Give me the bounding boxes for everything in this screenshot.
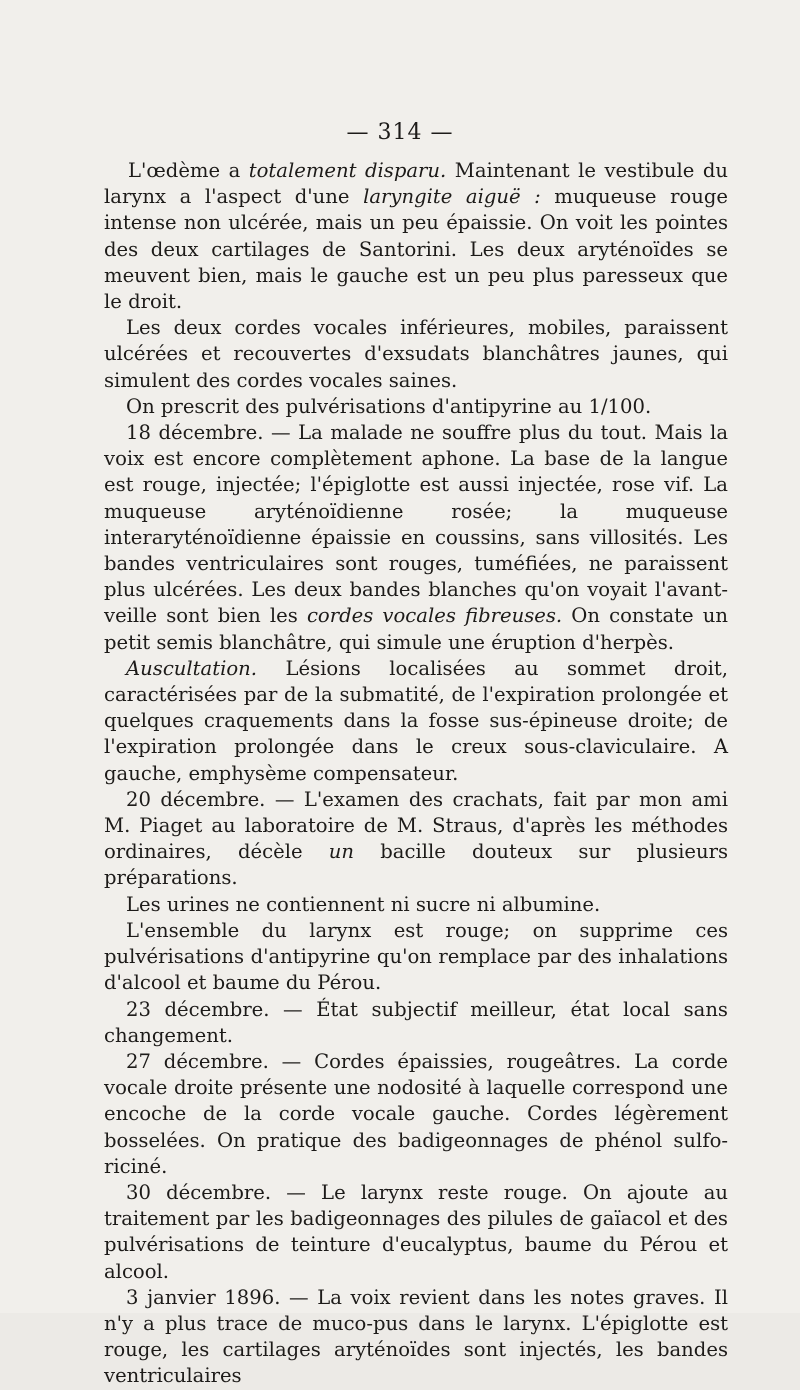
text-run: On prescrit des pulvérisations d'antipyrine au 1/100. [126,394,652,418]
paragraph-urines [104,892,728,918]
text-run: Lésions localisées au sommet droit, caractérisées par de la submatité, de l'expiration prolongée et quelques craquements dans la fosse sus-épineuse droite; de l'expiration prolongée dans le creux sous-claviculaire. A gauche, emphysème compensateur. [104,656,728,785]
text-run: L'ensemble du larynx est rouge; on supprime ces pulvérisations d'antipyrine qu'on remplace par des inhalations d'alcool et baume du Pérou. [104,918,728,995]
text-run: On constate un petit semis blanchâtre, qui simule une éruption d'herpès. [104,604,728,654]
italic-text: un [328,840,355,864]
text-run: 20 décembre. — L'examen des crachats, fait par mon ami M. Piaget au laboratoire de M. Straus, d'après les méthodes ordinaires, décèle [104,787,728,864]
body-text [104,158,728,1390]
paragraph-3-janvier [104,1285,728,1390]
paragraph-18-decembre [104,420,728,656]
text-run: Les urines ne contiennent ni sucre ni albumine. [126,892,601,916]
paragraph-23-decembre [104,997,728,1049]
page-number: — 314 — [346,120,454,145]
text-run: 23 décembre. — État subjectif meilleur, état local sans changement. [104,997,728,1047]
text-run: 30 décembre. — Le larynx reste rouge. On ajoute au traitement par les badigeonnages des pilules de gaïacol et des pulvérisations de teinture d'eucalyptus, baume du Pérou et alcool. [104,1180,728,1283]
text-run: 27 décembre. — Cordes épaissies, rougeâtres. La corde vocale droite présente une nodosité à laquelle correspond une encoche de la corde vocale gauche. Cordes légèrement bosselées. On pratique des badigeonnages de phénol sulfo-riciné. [104,1049,728,1178]
paragraph-30-decembre [104,1180,728,1285]
text-run: 18 décembre. — La malade ne souffre plus du tout. Mais la voix est encore complètement aphone. La base de la langue est rouge, injectée; l'épiglotte est aussi injectée, rose vif. La muqueuse aryténoïdienne rosée; la muqueuse interaryténoïdienne épaissie en coussins, sans villosités. Les bandes ventriculaires sont rouges, tuméfiées, ne paraissent plus ulcérées. Les deux bandes blanches qu'on voyait l'avant-veille sont bien les [104,421,728,628]
paragraph-cordes [104,315,728,394]
paragraph-20-decembre [104,787,728,892]
text-run: 3 janvier 1896. — La voix revient dans les notes graves. Il n'y a plus trace de muco-pus dans le larynx. L'épiglotte est rouge, les cartilages aryténoïdes sont injectés, les bandes ventriculaires [104,1285,728,1388]
paragraph-prescrit [104,394,728,420]
paragraph-oedeme [104,158,728,315]
text-run: L'œdème a [128,159,249,182]
italic-text: cordes vocales fibreuses. [306,604,563,628]
text-run: Les deux cordes vocales inférieures, mobiles, paraissent ulcérées et recouvertes d'exsudats blanchâtres jaunes, qui simulent des cordes vocales saines. [104,316,728,392]
italic-text: laryngite aiguë : [363,185,541,209]
paragraph-27-decembre [104,1049,728,1180]
paragraph-auscultation [104,656,728,787]
text-run: muqueuse rouge intense non ulcérée, mais un peu épaissie. On voit les pointes des deux cartilages de Santorini. Les deux aryténoïdes se meuvent bien, mais le gauche est un peu plus paresseux que le droit. [104,185,728,314]
italic-text: Auscultation. [126,656,258,680]
text-run: Maintenant le vestibule du larynx a l'aspect d'une [104,159,728,209]
text-run: bacille douteux sur plusieurs préparations. [104,840,728,890]
italic-text: totalement disparu. [248,159,447,182]
paragraph-ensemble [104,918,728,997]
